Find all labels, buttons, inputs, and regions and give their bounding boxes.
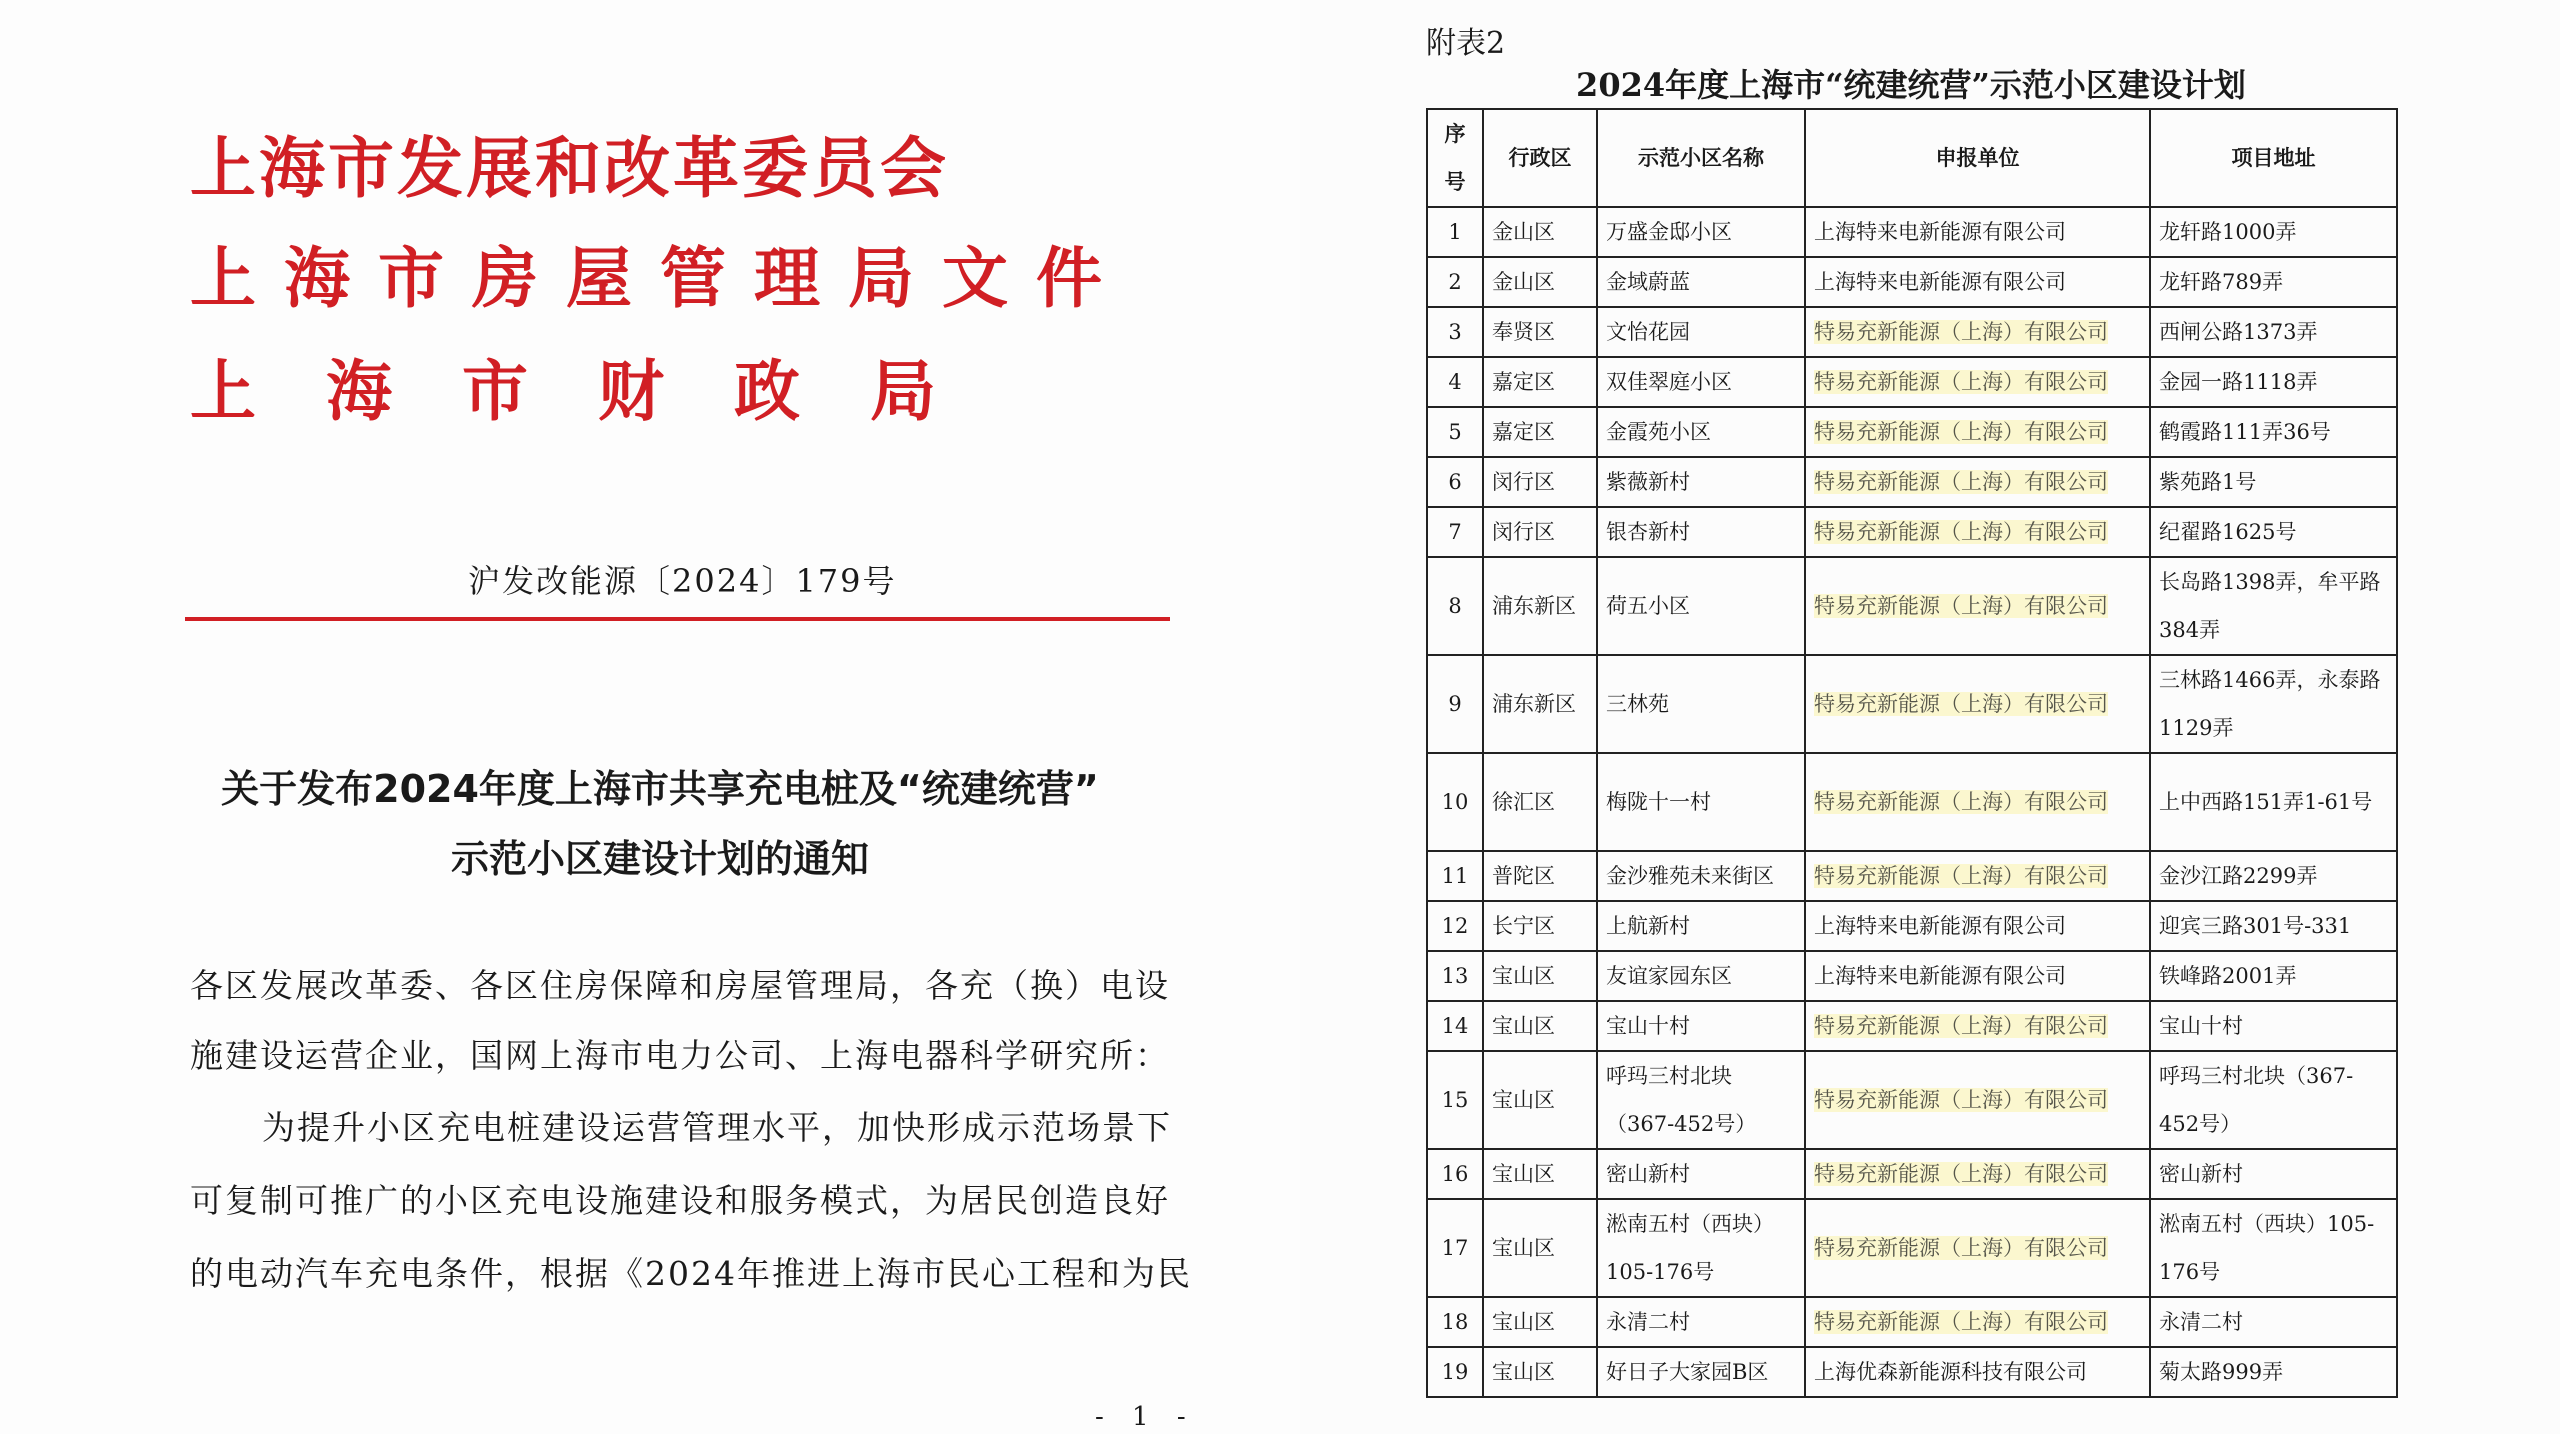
body-text-line: 施建设运营企业，国网上海市电力公司、上海电器科学研究所： (190, 1036, 1170, 1075)
highlighted-unit-text: 特易充新能源（上海）有限公司 (1814, 790, 2108, 814)
table-title: 2024年度上海市“统建统营”示范小区建设计划 (1576, 66, 2246, 104)
cell-unit (1805, 1149, 2150, 1199)
issuer-header-line-1: 上海市发展和改革委员会 (190, 130, 949, 207)
cell-district: 宝山区 (1483, 951, 1597, 1001)
table-row (1427, 307, 2397, 357)
cell-unit (1805, 357, 2150, 407)
cell-community: 金霞苑小区 (1597, 407, 1805, 457)
cell-district: 宝山区 (1483, 1001, 1597, 1051)
cell-district: 金山区 (1483, 257, 1597, 307)
highlighted-unit-text: 特易充新能源（上海）有限公司 (1814, 1014, 2108, 1038)
table-row (1427, 457, 2397, 507)
cell-unit (1805, 407, 2150, 457)
cell-address: 铁峰路2001弄 (2150, 951, 2397, 1001)
cell-district: 浦东新区 (1483, 557, 1597, 655)
cell-district: 宝山区 (1483, 1051, 1597, 1149)
notice-title-line-2: 示范小区建设计划的通知 (450, 837, 869, 881)
cell-district: 宝山区 (1483, 1199, 1597, 1297)
cell-number: 3 (1427, 307, 1483, 357)
cell-number: 1 (1427, 207, 1483, 257)
table-row (1427, 257, 2397, 307)
cell-address: 龙轩路789弄 (2150, 257, 2397, 307)
table-row (1427, 1001, 2397, 1051)
table-row (1427, 851, 2397, 901)
table-row (1427, 901, 2397, 951)
cell-number: 5 (1427, 407, 1483, 457)
cell-number: 7 (1427, 507, 1483, 557)
highlighted-unit-text: 特易充新能源（上海）有限公司 (1814, 1310, 2108, 1334)
column-header-community: 示范小区名称 (1597, 109, 1805, 207)
document-number: 沪发改能源〔2024〕179号 (468, 562, 897, 600)
highlighted-unit-text: 特易充新能源（上海）有限公司 (1814, 1088, 2108, 1112)
cell-number: 4 (1427, 357, 1483, 407)
cell-address: 密山新村 (2150, 1149, 2397, 1199)
cell-community: 三林苑 (1597, 655, 1805, 753)
cell-unit (1805, 1297, 2150, 1347)
cell-unit (1805, 1199, 2150, 1297)
cell-community: 密山新村 (1597, 1149, 1805, 1199)
body-text-line: 各区发展改革委、各区住房保障和房屋管理局，各充（换）电设 (190, 966, 1170, 1005)
cell-district: 嘉定区 (1483, 357, 1597, 407)
cell-address: 永清二村 (2150, 1297, 2397, 1347)
cell-unit: 上海优森新能源科技有限公司 (1805, 1347, 2150, 1397)
cell-district: 宝山区 (1483, 1149, 1597, 1199)
table-body (1427, 207, 2397, 1397)
highlighted-unit-text: 特易充新能源（上海）有限公司 (1814, 1162, 2108, 1186)
cell-district: 宝山区 (1483, 1347, 1597, 1397)
column-header-number: 序号 (1427, 109, 1483, 207)
cell-community: 好日子大家园B区 (1597, 1347, 1805, 1397)
cell-address: 西闸公路1373弄 (2150, 307, 2397, 357)
table-row (1427, 753, 2397, 851)
cell-number: 16 (1427, 1149, 1483, 1199)
cell-community: 文怡花园 (1597, 307, 1805, 357)
highlighted-unit-text: 特易充新能源（上海）有限公司 (1814, 470, 2108, 494)
cell-district: 普陀区 (1483, 851, 1597, 901)
cell-number: 8 (1427, 557, 1483, 655)
cell-unit (1805, 507, 2150, 557)
issuer-header-line-2: 上海市房屋管理局文件 (190, 240, 1130, 317)
highlighted-unit-text: 特易充新能源（上海）有限公司 (1814, 1236, 2108, 1260)
cell-unit (1805, 655, 2150, 753)
cell-community: 永清二村 (1597, 1297, 1805, 1347)
cell-district: 宝山区 (1483, 1297, 1597, 1347)
cell-community: 金沙雅苑未来街区 (1597, 851, 1805, 901)
cell-community: 荷五小区 (1597, 557, 1805, 655)
table-row (1427, 1149, 2397, 1199)
notice-title-line-1: 关于发布2024年度上海市共享充电桩及“统建统营” (221, 767, 1099, 811)
cell-number: 11 (1427, 851, 1483, 901)
cell-address: 呼玛三村北块（367-452号） (2150, 1051, 2397, 1149)
table-row (1427, 207, 2397, 257)
cell-unit: 上海特来电新能源有限公司 (1805, 951, 2150, 1001)
body-text-line: 为提升小区充电桩建设运营管理水平，加快形成示范场景下 (262, 1108, 1172, 1147)
cell-unit: 上海特来电新能源有限公司 (1805, 257, 2150, 307)
cell-number: 10 (1427, 753, 1483, 851)
cell-address: 纪翟路1625号 (2150, 507, 2397, 557)
highlighted-unit-text: 特易充新能源（上海）有限公司 (1814, 320, 2108, 344)
highlighted-unit-text: 特易充新能源（上海）有限公司 (1814, 692, 2108, 716)
cell-community: 双佳翠庭小区 (1597, 357, 1805, 407)
cell-community: 万盛金邸小区 (1597, 207, 1805, 257)
cell-unit (1805, 307, 2150, 357)
highlighted-unit-text: 特易充新能源（上海）有限公司 (1814, 520, 2108, 544)
cell-number: 2 (1427, 257, 1483, 307)
cell-number: 18 (1427, 1297, 1483, 1347)
red-divider-line (185, 617, 1170, 621)
cell-community: 上航新村 (1597, 901, 1805, 951)
table-header-row (1427, 109, 2397, 207)
cell-unit: 上海特来电新能源有限公司 (1805, 207, 2150, 257)
table-row (1427, 407, 2397, 457)
body-text-line: 可复制可推广的小区充电设施建设和服务模式，为居民创造良好 (190, 1181, 1170, 1220)
highlighted-unit-text: 特易充新能源（上海）有限公司 (1814, 370, 2108, 394)
cell-unit (1805, 851, 2150, 901)
cell-number: 19 (1427, 1347, 1483, 1397)
cell-district: 闵行区 (1483, 507, 1597, 557)
cell-number: 9 (1427, 655, 1483, 753)
cell-address: 长岛路1398弄，牟平路384弄 (2150, 557, 2397, 655)
cell-address: 上中西路151弄1-61号 (2150, 753, 2397, 851)
cell-community: 呼玛三村北块（367-452号） (1597, 1051, 1805, 1149)
cell-number: 6 (1427, 457, 1483, 507)
cell-unit (1805, 753, 2150, 851)
cell-address: 紫苑路1号 (2150, 457, 2397, 507)
table-row (1427, 1347, 2397, 1397)
cell-number: 17 (1427, 1199, 1483, 1297)
cell-district: 嘉定区 (1483, 407, 1597, 457)
cell-community: 友谊家园东区 (1597, 951, 1805, 1001)
page-number: - 1 - (1095, 1402, 1196, 1432)
cell-unit (1805, 1051, 2150, 1149)
table-row (1427, 357, 2397, 407)
cell-address: 金园一路1118弄 (2150, 357, 2397, 407)
cell-district: 金山区 (1483, 207, 1597, 257)
table-row (1427, 1051, 2397, 1149)
table-row (1427, 1199, 2397, 1297)
cell-community: 紫薇新村 (1597, 457, 1805, 507)
cell-number: 13 (1427, 951, 1483, 1001)
highlighted-unit-text: 特易充新能源（上海）有限公司 (1814, 864, 2108, 888)
cell-unit: 上海特来电新能源有限公司 (1805, 901, 2150, 951)
cell-community: 梅陇十一村 (1597, 753, 1805, 851)
cell-number: 14 (1427, 1001, 1483, 1051)
body-text-line: 的电动汽车充电条件，根据《2024年推进上海市民心工程和为民 (190, 1254, 1192, 1293)
cell-community: 淞南五村（西块）105-176号 (1597, 1199, 1805, 1297)
table-row (1427, 507, 2397, 557)
construction-plan-table (1426, 108, 2398, 1398)
cell-address: 迎宾三路301号-331 (2150, 901, 2397, 951)
cell-address: 龙轩路1000弄 (2150, 207, 2397, 257)
table-row (1427, 1297, 2397, 1347)
cell-address: 菊太路999弄 (2150, 1347, 2397, 1397)
cell-district: 奉贤区 (1483, 307, 1597, 357)
cell-district: 徐汇区 (1483, 753, 1597, 851)
cell-address: 宝山十村 (2150, 1001, 2397, 1051)
cell-district: 浦东新区 (1483, 655, 1597, 753)
cell-address: 淞南五村（西块）105-176号 (2150, 1199, 2397, 1297)
cell-number: 12 (1427, 901, 1483, 951)
cell-community: 银杏新村 (1597, 507, 1805, 557)
appendix-label: 附表2 (1426, 26, 1506, 61)
table-row (1427, 557, 2397, 655)
cell-unit (1805, 557, 2150, 655)
cell-community: 宝山十村 (1597, 1001, 1805, 1051)
cell-address: 鹤霞路111弄36号 (2150, 407, 2397, 457)
cell-address: 金沙江路2299弄 (2150, 851, 2397, 901)
table-row (1427, 951, 2397, 1001)
cell-unit (1805, 1001, 2150, 1051)
cell-district: 闵行区 (1483, 457, 1597, 507)
table-row (1427, 655, 2397, 753)
column-header-address: 项目地址 (2150, 109, 2397, 207)
cell-community: 金域蔚蓝 (1597, 257, 1805, 307)
column-header-unit: 申报单位 (1805, 109, 2150, 207)
issuer-header-line-3: 上海市财政局 (190, 353, 1006, 430)
cell-unit (1805, 457, 2150, 507)
column-header-district: 行政区 (1483, 109, 1597, 207)
cell-address: 三林路1466弄，永泰路1129弄 (2150, 655, 2397, 753)
highlighted-unit-text: 特易充新能源（上海）有限公司 (1814, 420, 2108, 444)
cell-district: 长宁区 (1483, 901, 1597, 951)
cell-number: 15 (1427, 1051, 1483, 1149)
highlighted-unit-text: 特易充新能源（上海）有限公司 (1814, 594, 2108, 618)
